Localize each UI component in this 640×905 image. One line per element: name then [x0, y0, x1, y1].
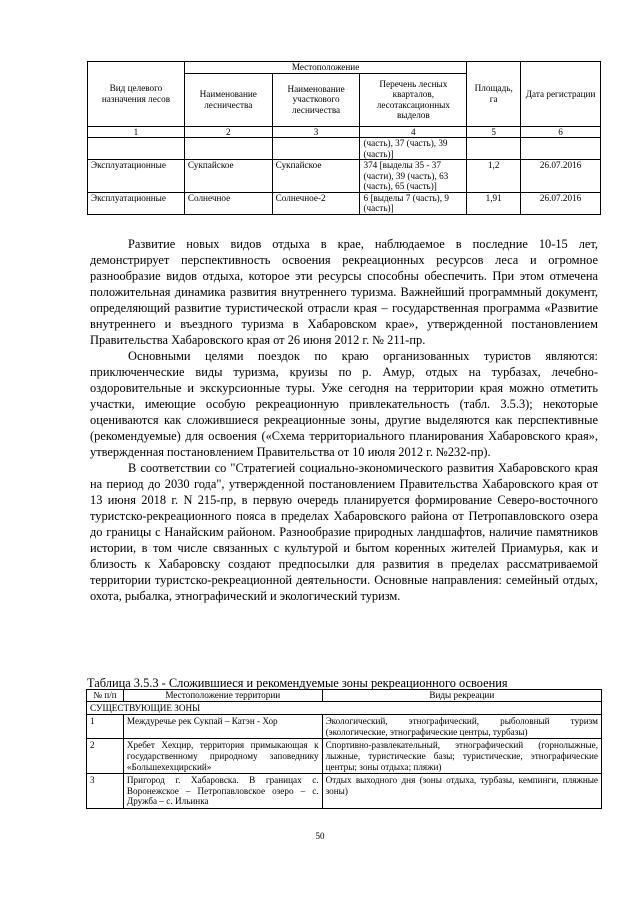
cell-location: Междуречье рек Сукпай – Катэн - Хор	[123, 715, 322, 739]
header-num: № п/п	[87, 690, 124, 702]
cell-quarters: 6 [выделы 7 (часть), 9 (часть)]	[360, 192, 467, 214]
paragraph: Основными целями поездок по краю организованных туристов являются: приключенческие виды туризма, круизы по р. Амур, отдых на турбазах, лечебно-оздоровительные и экскурсионные туры. Уже сегодня на территории края можно отметить участки, имеющие особую рекреационную привлекательность (табл. 3.5.3); некоторые оцениваются как сложившиеся рекреационные зоны, другие выделяются как перспективные (рекомендуемые) для освоения («Схема территориального планирования Хабаровского края», утвержденная постановлением Правительства от 10 июля 2012 г. №232-пр).	[90, 349, 598, 459]
cell-location: Хребет Хехцир, территория примыкающая к государственному природному заповеднику «Большехехцирский»	[123, 739, 322, 774]
table-caption: Таблица 3.5.3 - Сложившиеся и рекомендуемые зоны рекреационного освоения	[87, 676, 508, 690]
table-row	[88, 192, 601, 214]
table-row	[87, 739, 602, 774]
header-district: Наименование участкового лесничества	[272, 73, 360, 126]
paragraph: В соответствии со "Стратегией социально-экономического развития Хабаровского края на период до 2030 года", утвержденной постановлением Правительства Хабаровского края от 13 июня 2018 г. N 215-пр, в первую очередь планируется формирование Северо-восточного туристско-рекреационного пояса в пределах Хабаровского района от Петропавловского озера до границы с Нанайским районом. Разнообразие природных ландшафтов, наличие памятников истории, в том числе связанных с культурой и бытом коренных жителей Приамурья, как и близость к Хабаровску создают предпосылки для развития в пределах рассматриваемой территории туристско-рекреационной деятельности. Основные направления: семейный отдых, охота, рыбалка, этнографический и экологический туризм.	[90, 461, 598, 603]
header-location: Местоположение территории	[123, 690, 322, 702]
cell-area: 1,2	[467, 160, 521, 193]
col-number: 5	[467, 126, 521, 138]
cell-num: 3	[87, 774, 124, 809]
header-quarters: Перечень лесных кварталов, лесотаксационных выделов	[360, 73, 467, 126]
col-number: 2	[184, 126, 272, 138]
cell-date: 26.07.2016	[521, 192, 601, 214]
cell-types: Спортивно-развлекательный, этнографический (горнолыжные, лыжные, туристические базы; туристические, этнографические центры; зоны отдыха; пляжи)	[322, 739, 601, 774]
table-header-row	[87, 690, 602, 702]
column-number-row	[88, 126, 601, 138]
cell-location: Пригород г. Хабаровска. В границах с. Воронежское – Петропавловское озеро – с. Дружба – с. Ильинка	[123, 774, 322, 809]
table-row	[88, 160, 601, 193]
body-text	[90, 236, 598, 604]
paragraph: Развитие новых видов отдыха в крае, наблюдаемое в последние 10-15 лет, демонстрирует перспективность освоения рекреационных ресурсов леса и огромное разнообразие видов отдыха, которое эти ресурсы способны обеспечить. При этом отмечена положительная динамика развития внутреннего туризма. Важнейший программный документ, определяющий развитие туристической отрасли края – государственная программа «Развитие внутреннего и въездного туризма в Хабаровском крае», утвержденной постановлением Правительства Хабаровского края от 26 июня 2012 г. № 211-пр.	[90, 237, 598, 347]
cell-district	[272, 138, 360, 160]
cell-quarters: (часть), 37 (часть), 39 (часть)]	[360, 138, 467, 160]
forest-purpose-table	[87, 61, 601, 215]
cell-quarters: 374 [выделы 35 - 37 (части), 39 (часть), 63 (часть), 65 (часть)]	[360, 160, 467, 193]
cell-types: Экологический, этнографический, рыболовный туризм (экологические, этнографические центры, турбазы)	[322, 715, 601, 739]
table-row	[87, 715, 602, 739]
table-row	[88, 138, 601, 160]
cell-district: Сукпайское	[272, 160, 360, 193]
cell-forestry: Солнечное	[184, 192, 272, 214]
cell-purpose	[88, 138, 185, 160]
header-forestry: Наименование лесничества	[184, 73, 272, 126]
header-date: Дата регистрации	[521, 62, 601, 127]
header-types: Виды рекреации	[322, 690, 601, 702]
header-purpose: Вид целевого назначения лесов	[88, 62, 185, 127]
header-location: Местоположение	[184, 62, 466, 74]
cell-district: Солнечное-2	[272, 192, 360, 214]
cell-forestry: Сукпайское	[184, 160, 272, 193]
header-area: Площадь, га	[467, 62, 521, 127]
cell-date	[521, 138, 601, 160]
cell-num: 2	[87, 739, 124, 774]
recreation-zones-table	[86, 689, 602, 809]
cell-area: 1,91	[467, 192, 521, 214]
col-number: 4	[360, 126, 467, 138]
cell-date: 26.07.2016	[521, 160, 601, 193]
cell-forestry	[184, 138, 272, 160]
col-number: 3	[272, 126, 360, 138]
cell-num: 1	[87, 715, 124, 739]
cell-types: Отдых выходного дня (зоны отдыха, турбазы, кемпинги, пляжные зоны)	[322, 774, 601, 809]
page-number: 50	[315, 831, 325, 841]
cell-purpose: Эксплуатационные	[88, 192, 185, 214]
col-number: 1	[88, 126, 185, 138]
table-row	[87, 774, 602, 809]
col-number: 6	[521, 126, 601, 138]
table-header-row	[88, 62, 601, 74]
section-title: СУЩЕСТВУЮЩИЕ ЗОНЫ	[87, 701, 602, 715]
section-row	[87, 701, 602, 715]
cell-purpose: Эксплуатационные	[88, 160, 185, 193]
cell-area	[467, 138, 521, 160]
